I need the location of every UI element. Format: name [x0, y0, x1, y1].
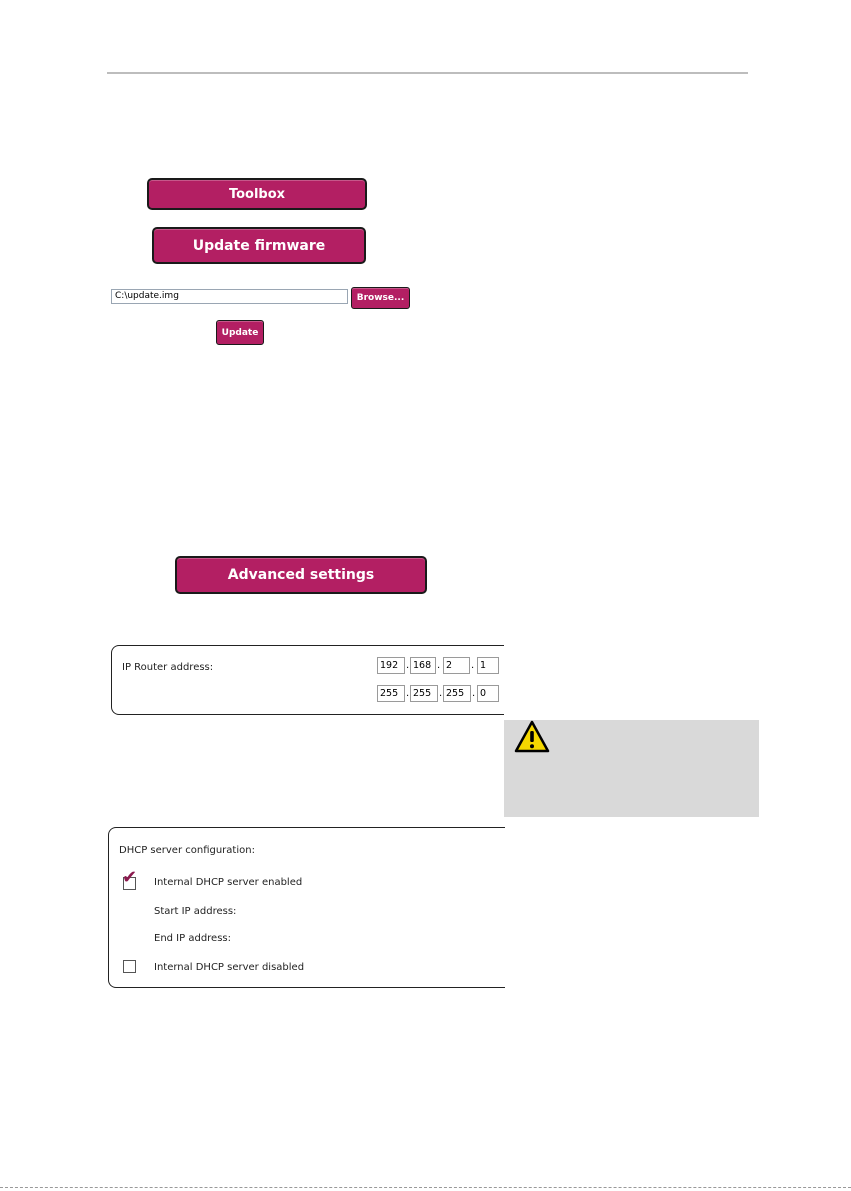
router-ip-octet-2[interactable]: 168	[410, 657, 436, 674]
subnet-mask-octet-2[interactable]: 255	[410, 685, 438, 702]
octet-separator: .	[472, 688, 476, 699]
router-ip-octet-3[interactable]: 2	[443, 657, 470, 674]
dhcp-disabled-checkbox[interactable]	[123, 960, 136, 973]
footer-rule	[0, 1187, 851, 1188]
octet-separator: .	[406, 660, 410, 671]
toolbox-button[interactable]: Toolbox	[147, 178, 367, 210]
subnet-mask-octet-1[interactable]: 255	[377, 685, 405, 702]
checkmark-icon: ✔	[122, 867, 138, 888]
dhcp-enabled-checkbox[interactable]	[122, 867, 138, 890]
router-ip-octet-1[interactable]: 192	[377, 657, 405, 674]
router-address-label: IP Router address:	[122, 662, 214, 673]
dhcp-enabled-label: Internal DHCP server enabled	[154, 877, 303, 888]
dhcp-disabled-label: Internal DHCP server disabled	[154, 962, 305, 973]
octet-separator: .	[471, 660, 475, 671]
update-button[interactable]: Update	[216, 320, 264, 345]
subnet-mask-octet-4[interactable]: 0	[477, 685, 499, 702]
end-ip-label: End IP address:	[154, 933, 231, 944]
update-firmware-button[interactable]: Update firmware	[152, 227, 366, 264]
advanced-settings-button[interactable]: Advanced settings	[175, 556, 427, 594]
header-rule	[107, 72, 748, 74]
start-ip-label: Start IP address:	[154, 906, 237, 917]
ip-settings-panel	[111, 645, 504, 715]
dhcp-settings-panel	[108, 827, 505, 988]
octet-separator: .	[437, 660, 441, 671]
router-ip-octet-4[interactable]: 1	[477, 657, 499, 674]
dhcp-title: DHCP server configuration:	[119, 845, 255, 856]
firmware-file-input[interactable]: C:\update.img	[111, 289, 348, 304]
octet-separator: .	[406, 688, 410, 699]
browse-button[interactable]: Browse...	[351, 287, 410, 309]
warning-triangle-icon	[514, 720, 550, 754]
subnet-mask-octet-3[interactable]: 255	[443, 685, 471, 702]
octet-separator: .	[439, 688, 443, 699]
